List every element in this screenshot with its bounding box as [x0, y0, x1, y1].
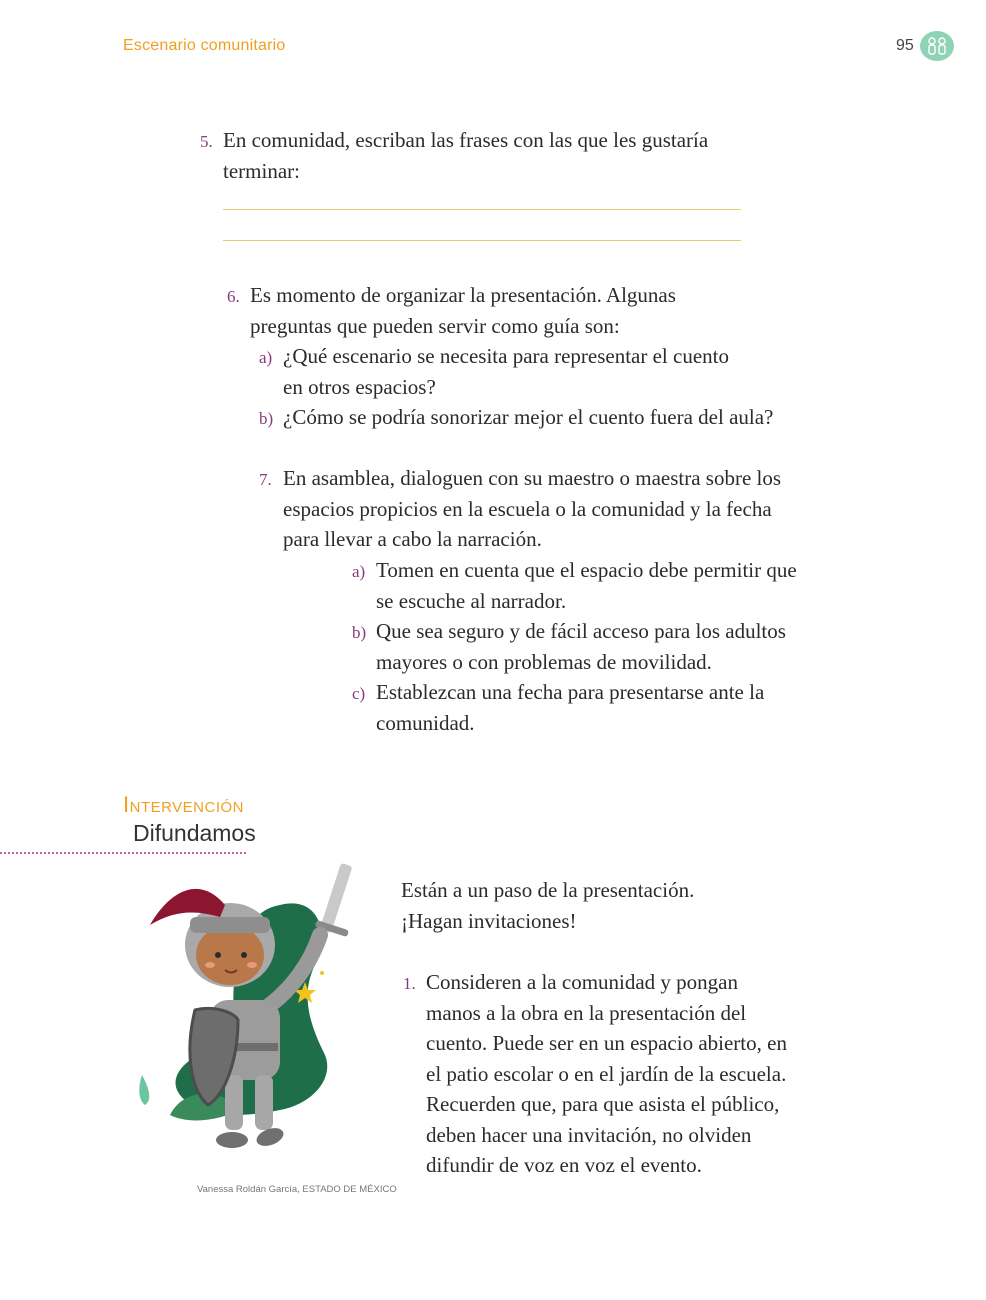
item-7-number: 7. [259, 470, 272, 489]
text-line: ¿Cómo se podría sonorizar mejor el cuento fuera del aula? [283, 405, 774, 429]
item-6-number: 6. [227, 287, 240, 306]
text-line: mayores o con problemas de movilidad. [376, 649, 712, 674]
text-line: para llevar a cabo la narración. [283, 527, 542, 551]
text-line: se escuche al narrador. [376, 588, 567, 613]
text-line: Recuerden que, para que asista el público, [426, 1092, 780, 1116]
item-7a-text [376, 555, 797, 616]
item-7c-label: c) [352, 684, 366, 703]
answer-line-2[interactable] [223, 240, 741, 241]
text-line: ¿Qué escenario se necesita para representar el cuento [283, 344, 729, 368]
text-line: En asamblea, dialoguen con su maestro o maestra sobre los [283, 466, 782, 490]
text-line: cuento. Puede ser en un espacio abierto, en [426, 1031, 787, 1055]
item-7a-label: a) [352, 562, 366, 581]
text-line: Están a un paso de la presentación. [401, 878, 695, 902]
text-line: terminar: [223, 158, 300, 183]
intro-text [401, 875, 694, 936]
text-line: en otros espacios? [283, 374, 436, 399]
text-line: el patio escolar o en el jardín de la escuela. [426, 1061, 787, 1086]
item-7-text [283, 463, 781, 555]
illustration-credit: Vanessa Roldán García, ESTADO DE MÉXICO [197, 1184, 397, 1195]
section-divider [0, 852, 246, 854]
section-title: Intervención [123, 792, 245, 817]
item-7b-label: b) [352, 623, 367, 642]
item-7c-text [376, 677, 764, 738]
text-line: manos a la obra en la presentación del [426, 1000, 747, 1025]
text-line: En comunidad, escriban las frases con las que les gustaría [223, 128, 709, 152]
child-knight-illustration [130, 855, 380, 1180]
text-line: preguntas que pueden servir como guía son: [250, 313, 620, 338]
item-6a-text [283, 341, 729, 402]
text-line: espacios propicios en la escuela o la comunidad y la fecha [283, 496, 772, 521]
page-number: 95 [896, 37, 914, 54]
item-5-number: 5. [200, 132, 213, 151]
answer-line-1[interactable] [223, 209, 741, 210]
text-line: comunidad. [376, 710, 475, 735]
item-6b-text [283, 402, 773, 433]
text-line: Establezcan una fecha para presentarse ante la [376, 680, 765, 704]
item-6-text [250, 280, 676, 341]
text-line: deben hacer una invitación, no olviden [426, 1122, 752, 1147]
text-line: ¡Hagan invitaciones! [401, 908, 577, 933]
section-subtitle: Difundamos [133, 820, 256, 846]
item-7b-text [376, 616, 786, 677]
item-6b-label: b) [259, 409, 274, 428]
item-6a-label: a) [259, 348, 273, 367]
item-1-text [426, 967, 787, 1181]
text-line: Que sea seguro y de fácil acceso para los adultos [376, 619, 786, 643]
text-line: Consideren a la comunidad y pongan [426, 970, 739, 994]
item-1-number: 1. [403, 974, 416, 993]
item-5-text [223, 125, 708, 186]
running-header: Escenario comunitario [123, 37, 286, 54]
text-line: Es momento de organizar la presentación. Algunas [250, 283, 676, 307]
text-line: Tomen en cuenta que el espacio debe permitir que [376, 558, 797, 582]
text-line: difundir de voz en voz el evento. [426, 1153, 702, 1177]
community-icon [920, 31, 954, 61]
